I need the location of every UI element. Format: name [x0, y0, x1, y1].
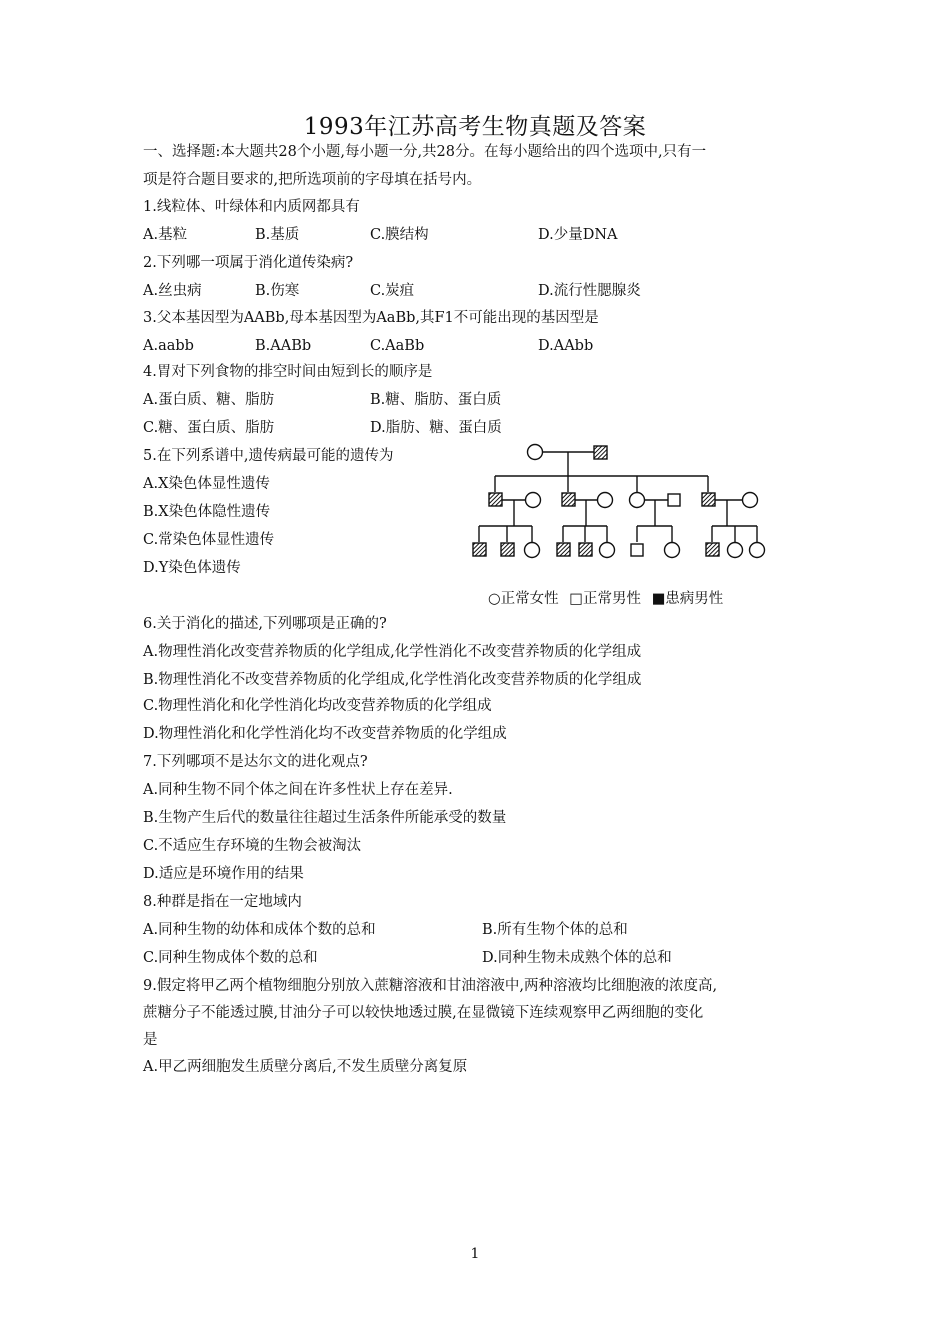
pedigree-diagram [465, 438, 775, 568]
question-2-option-c: C.炭疽 [370, 283, 415, 299]
question-3-option-c: C.AaBb [370, 338, 425, 354]
question-7-option-b: B.生物产生后代的数量往往超过生活条件所能承受的数量 [143, 810, 507, 826]
question-4-option-a: A.蛋白质、糖、脂肪 [143, 392, 275, 408]
question-2-option-a: A.丝虫病 [143, 283, 202, 299]
question-3-stem: 3.父本基因型为AABb,母本基因型为AaBb,其F1不可能出现的基因型是 [143, 310, 599, 326]
question-9-stem-line-2: 蔗糖分子不能透过膜,甘油分子可以较快地透过膜,在显微镜下连续观察甲乙两细胞的变化 [143, 1005, 704, 1021]
question-8-option-c: C.同种生物成体个数的总和 [143, 950, 318, 966]
question-7-stem: 7.下列哪项不是达尔文的进化观点? [143, 754, 368, 770]
legend-normal-female: ○正常女性 [488, 591, 559, 607]
question-4-option-d: D.脂肪、糖、蛋白质 [370, 420, 502, 436]
section-intro-line-2: 项是符合题目要求的,把所选项前的字母填在括号内。 [143, 172, 482, 188]
legend-affected-male: ■患病男性 [651, 591, 724, 607]
question-7-option-d: D.适应是环境作用的结果 [143, 866, 304, 882]
question-6-option-c: C.物理性消化和化学性消化均改变营养物质的化学组成 [143, 698, 492, 714]
question-4-stem: 4.胃对下列食物的排空时间由短到长的顺序是 [143, 364, 433, 380]
question-1-option-a: A.基粒 [143, 227, 188, 243]
page-title: 1993年江苏高考生物真题及答案 [303, 114, 647, 140]
question-6-option-a: A.物理性消化改变营养物质的化学组成,化学性消化不改变营养物质的化学组成 [143, 644, 642, 660]
question-6-stem: 6.关于消化的描述,下列哪项是正确的? [143, 616, 387, 632]
question-5-option-d: D.Y染色体遗传 [143, 560, 241, 576]
question-6-option-d: D.物理性消化和化学性消化均不改变营养物质的化学组成 [143, 726, 507, 742]
question-1-option-b: B.基质 [255, 227, 300, 243]
question-9-stem-line-1: 9.假定将甲乙两个植物细胞分别放入蔗糖溶液和甘油溶液中,两种溶液均比细胞液的浓度高, [143, 978, 718, 994]
question-5-stem: 5.在下列系谱中,遗传病最可能的遗传为 [143, 448, 394, 464]
question-3-option-b: B.AABb [255, 338, 312, 354]
question-5-option-c: C.常染色体显性遗传 [143, 532, 275, 548]
question-4-option-b: B.糖、脂肪、蛋白质 [370, 392, 502, 408]
question-8-option-a: A.同种生物的幼体和成体个数的总和 [143, 922, 376, 938]
question-3-option-a: A.aabb [143, 338, 194, 354]
question-8-stem: 8.种群是指在一定地域内 [143, 894, 302, 910]
question-2-option-d: D.流行性腮腺炎 [538, 283, 641, 299]
question-7-option-a: A.同种生物不同个体之间在许多性状上存在差异. [143, 782, 453, 798]
question-9-option-a: A.甲乙两细胞发生质壁分离后,不发生质壁分离复原 [143, 1059, 468, 1075]
pedigree-legend [488, 587, 729, 608]
question-8-option-b: B.所有生物个体的总和 [482, 922, 628, 938]
question-3-option-d: D.AAbb [538, 338, 594, 354]
question-1-stem: 1.线粒体、叶绿体和内质网都具有 [143, 199, 360, 215]
question-1-option-d: D.少量DNA [538, 227, 618, 243]
page-number: 1 [470, 1246, 480, 1262]
section-intro-line-1: 一、选择题:本大题共28个小题,每小题一分,共28分。在每小题给出的四个选项中,只有一 [143, 144, 707, 160]
question-1-option-c: C.膜结构 [370, 227, 429, 243]
question-5-option-b: B.X染色体隐性遗传 [143, 504, 271, 520]
legend-normal-male: □正常男性 [569, 591, 641, 607]
question-9-stem-line-3: 是 [143, 1032, 158, 1048]
question-6-option-b: B.物理性消化不改变营养物质的化学组成,化学性消化改变营养物质的化学组成 [143, 672, 642, 688]
question-5-option-a: A.X染色体显性遗传 [143, 476, 270, 492]
question-4-option-c: C.糖、蛋白质、脂肪 [143, 420, 275, 436]
question-2-stem: 2.下列哪一项属于消化道传染病? [143, 255, 354, 271]
question-7-option-c: C.不适应生存环境的生物会被淘汰 [143, 838, 362, 854]
question-8-option-d: D.同种生物未成熟个体的总和 [482, 950, 672, 966]
question-2-option-b: B.伤寒 [255, 283, 300, 299]
